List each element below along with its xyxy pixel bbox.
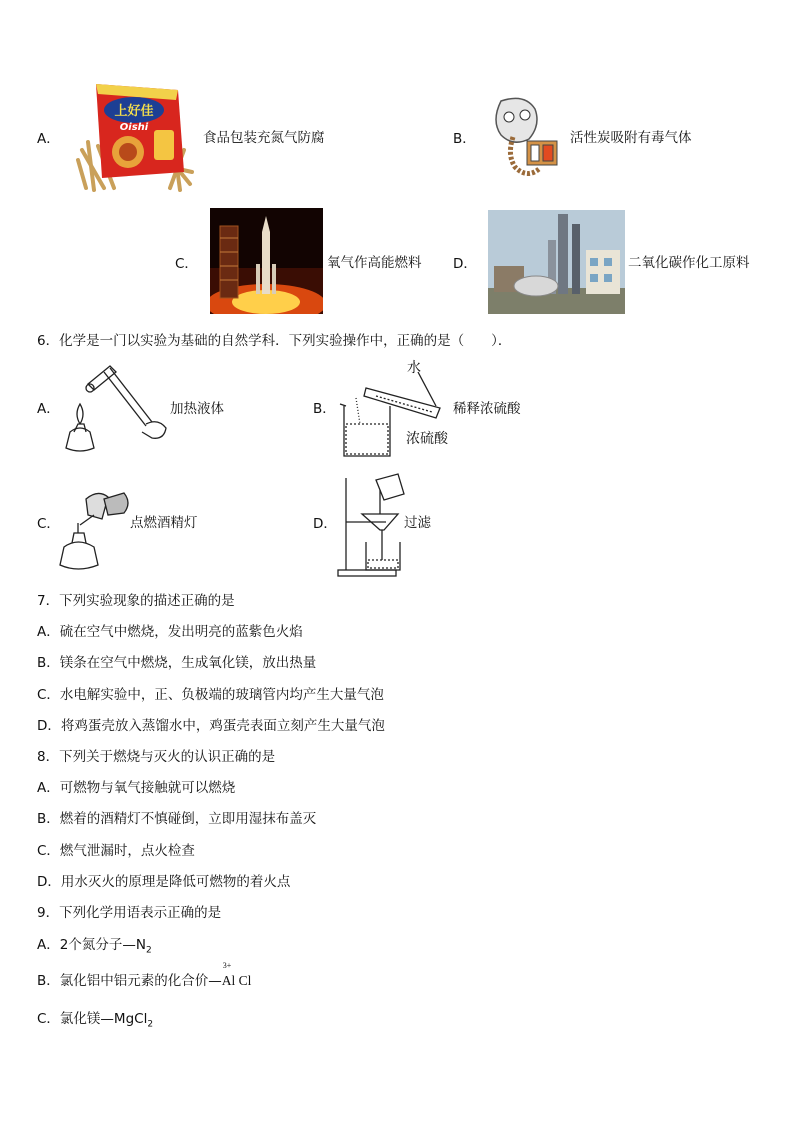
q7-stem: 7．下列实验现象的描述正确的是 — [37, 593, 235, 609]
q9-option-a-prefix: A．2个氮分子—N — [37, 937, 146, 953]
q9-option-c — [37, 1010, 153, 1034]
rocket-launch-image — [210, 208, 323, 314]
q8-option-d: D．用水灭火的原理是降低可燃物的着火点 — [37, 874, 291, 890]
q8-option-c: C．燃气泄漏时，点火检查 — [37, 843, 195, 859]
q7-option-c: C．水电解实验中，正、负极端的玻璃管内均产生大量气泡 — [37, 687, 384, 703]
q9-option-a-subscript: 2 — [145, 945, 152, 956]
water-label: 水 — [407, 360, 421, 376]
q9-option-b — [37, 961, 252, 990]
q5-option-d-text: 二氧化碳作化工原料 — [628, 255, 750, 271]
q8-option-a: A．可燃物与氧气接触就可以燃烧 — [37, 780, 236, 796]
q9-option-b-element: Al — [221, 973, 236, 988]
q9-option-c-subscript: 2 — [147, 1019, 154, 1030]
q6-option-a-letter: A． — [37, 401, 60, 417]
q6-option-d-text: 过滤 — [404, 515, 431, 531]
q5-option-b-text: 活性炭吸附有毒气体 — [570, 130, 692, 146]
q6-option-b-text: 稀释浓硫酸 — [453, 401, 521, 417]
q5-option-c-text: 氧气作高能燃料 — [327, 255, 422, 271]
heating-liquid-diagram — [60, 362, 170, 457]
gas-mask-image — [487, 95, 562, 185]
q7-option-b: B．镁条在空气中燃烧，生成氧化镁，放出热量 — [37, 655, 317, 671]
q8-stem: 8．下列关于燃烧与灭火的认识正确的是 — [37, 749, 276, 765]
q9-option-b-rest: Cl — [235, 973, 252, 988]
q5-option-c-letter: C． — [175, 256, 198, 272]
chemical-plant-image — [488, 210, 625, 314]
q9-option-b-prefix: B．氯化铝中铝元素的化合价— — [37, 973, 222, 989]
q6-option-d-letter: D． — [313, 516, 337, 532]
q9-option-c-prefix: C．氯化镁—MgCl — [37, 1011, 148, 1027]
q9-option-a — [37, 936, 152, 960]
q5-option-d-letter: D． — [453, 256, 477, 272]
q9-stem: 9．下列化学用语表示正确的是 — [37, 905, 222, 921]
q5-option-b-letter: B． — [453, 131, 476, 147]
q6-option-c-text: 点燃酒精灯 — [130, 515, 198, 531]
q7-option-a: A．硫在空气中燃烧，发出明亮的蓝紫色火焰 — [37, 624, 303, 640]
q7-option-d: D．将鸡蛋壳放入蒸馏水中，鸡蛋壳表面立刻产生大量气泡 — [37, 718, 385, 734]
q6-option-c-letter: C． — [37, 516, 60, 532]
q8-option-b: B．燃着的酒精灯不慎碰倒，立即用湿抹布盖灭 — [37, 811, 317, 827]
q9-option-b-charge: 3+ — [222, 961, 232, 970]
light-lamp-diagram — [58, 485, 136, 571]
package-brand-cn: 上好佳 — [114, 104, 154, 119]
q6-stem: 6．化学是一门以实验为基础的自然学科．下列实验操作中，正确的是（ ）． — [37, 333, 512, 349]
q5-option-a-text: 食品包装充氮气防腐 — [203, 130, 325, 146]
food-package-image — [74, 80, 196, 192]
filtration-diagram — [336, 470, 408, 577]
acid-label: 浓硫酸 — [406, 431, 448, 447]
q5-option-a-letter: A． — [37, 131, 60, 147]
package-brand: Oishi — [119, 122, 149, 133]
q6-option-a-text: 加热液体 — [170, 401, 224, 417]
q6-option-b-letter: B． — [313, 401, 336, 417]
